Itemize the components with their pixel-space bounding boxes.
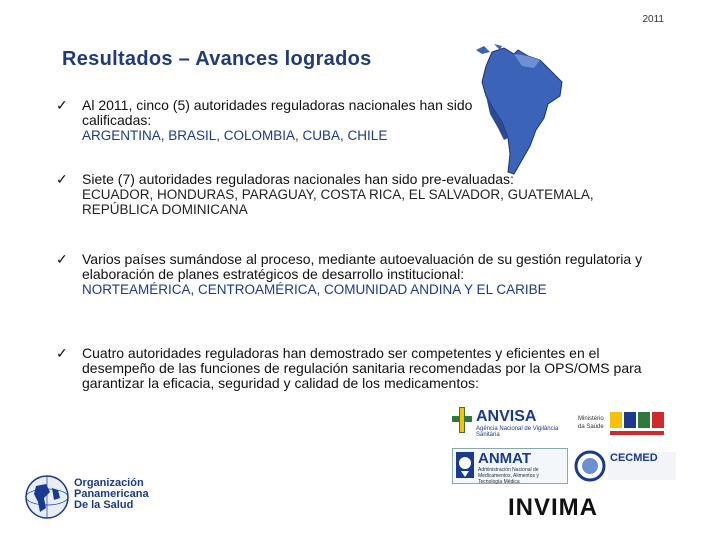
slide-title: Resultados – Avances logrados [62,48,372,70]
check-icon: ✓ [56,345,68,361]
bullet-calificadas [56,97,482,143]
check-icon: ✓ [56,171,68,187]
bullet-competentes [56,345,662,391]
svg-text:Ministério: Ministério [578,416,604,422]
year-label: 2011 [642,14,664,25]
bullet-countries: NORTEAMÉRICA, CENTROAMÉRICA, COMUNIDAD ANDINA Y EL CARIBE [82,282,547,297]
bullet-countries: ECUADOR, HONDURAS, PARAGUAY, COSTA RICA, EL SALVADOR, GUATEMALA, REPÚBLICA DOMINICANA [82,187,594,217]
paho-line-3: De la Salud [74,499,134,511]
invima-logo: INVIMA [508,494,598,521]
bullet-text: Siete (7) autoridades reguladoras nacionales han sido pre-evaluadas: [82,171,514,187]
bullet-text: Cuatro autoridades reguladoras han demostrado ser competentes y eficientes en el desempeño de las funciones de regulación sanitaria recomendadas por la OPS/OMS para garantizar la eficacia, seguridad y calidad de los medicamentos: [82,345,642,391]
bullet-text: Varios países sumándose al proceso, mediante autoevaluación de su gestión regulatoria y elaboración de planes estratégicos de desarrollo institucional: [82,251,643,282]
anmat-logo: ANMAT [478,450,532,467]
cecmed-name: CECMED [610,452,658,464]
bullet-text: Al 2011, cinco (5) autoridades reguladoras nacionales han sido calificadas: [82,97,473,128]
brasil-ministerio-logo [576,408,676,440]
south-america-map-icon [474,44,566,180]
anmat-emblem-icon [455,451,475,479]
anvisa-logo: ANVISA [476,408,537,425]
anvisa-cross-icon [452,407,472,433]
bullet-countries: ARGENTINA, BRASIL, COLOMBIA, CUBA, CHILE [82,128,388,143]
paho-globe-icon [24,474,70,520]
check-icon: ✓ [56,251,68,267]
svg-text:da Saúde: da Saúde [578,424,604,430]
anvisa-subtitle: Agência Nacional de Vigilância Sanitária [476,426,559,438]
paho-line-2: Panamericana [74,488,149,500]
paho-logo-text [74,478,149,511]
anmat-subtitle: Administración Nacional de Medicamentos, Alimentos y Tecnología Médica [478,467,539,485]
bullet-autoevaluacion [56,251,662,297]
check-icon: ✓ [56,97,68,113]
paho-line-1: Organización [74,477,144,489]
bullet-pre-evaluadas [56,171,662,217]
